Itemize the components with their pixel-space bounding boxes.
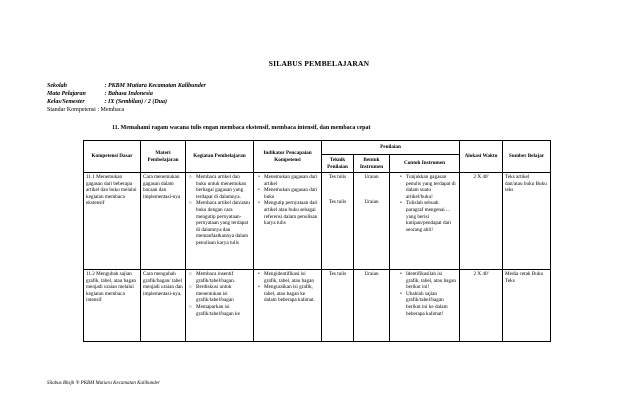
header-indikator: Indikator Pencapaian Kompetensi (254, 141, 322, 173)
bentuk-value: Uraian (364, 271, 379, 277)
header-materi: Materi Pembelajaran (141, 141, 186, 173)
cell-bentuk (354, 270, 390, 342)
meta-label: Standar Kompetensi (47, 107, 96, 113)
header-sumber: Sumber Belajar (503, 141, 551, 173)
table-row (84, 173, 551, 270)
cell-contoh (390, 270, 460, 342)
list-item: • Ubahlah sajian grafik/tabel/bagan berikut ini ke dalam beberapa kalimat! (406, 291, 457, 317)
meta-school (47, 82, 206, 90)
meta-sep: : (104, 83, 107, 89)
list-item: • Identifikasilah isi grafik, tabel, atau bagan berikut ini! (406, 271, 457, 291)
list-item: • Mengidentifikasi isi grafik, tabel, atau bagan (264, 271, 319, 284)
header-kompetensi: Kompetensi Dasar (84, 141, 141, 173)
cell-kegiatan (186, 270, 254, 342)
header-alokasi: Alokasi Waktu (460, 141, 503, 173)
meta-value: Membaca (100, 107, 125, 113)
cell-alokasi: 2 X 40' (460, 173, 503, 270)
list-item: • Tulislah sebuah paragraf mengenai ... yang berisi kutipan/pendapat dari seorang ahli! (406, 200, 457, 233)
meta-label: Mata Pelajaran (47, 91, 86, 97)
meta-value: IX (Sembilan) / 2 (Dua) (108, 99, 168, 105)
meta-label: Kelas/Semester (47, 99, 85, 105)
syllabus-table (83, 140, 551, 342)
page-footer: Silabus Bhsjh ® PKBM Mutiara Kecamatan Kalibunder (47, 381, 160, 386)
bentuk-value: Uraian (364, 198, 379, 205)
cell-kompetensi: 11.1 Menemukan gagasan dari beberapa artikel dan buku melalui kegiatan membaca ekstensif (84, 173, 141, 270)
teknik-value: Tes tulis (328, 174, 347, 180)
header-penilaian: Penilaian (322, 141, 460, 155)
cell-teknik (322, 270, 354, 342)
list-item: • Menguraikan isi grafik, tabel, atau bagan ke dalam beberapa kalimat. (264, 284, 319, 304)
kompetensi-line: 11. Memahami ragam wacana tulis engan membaca ekstensif, membaca intensif, dan membaca cepat (112, 125, 371, 131)
list-item: ○ Membaca artikel dan buku untuk menemukan berbagai gagasan yang terdapat di dalamnya. (196, 174, 251, 200)
cell-kegiatan (186, 173, 254, 270)
meta-sep: : (104, 99, 107, 105)
meta-class (47, 98, 167, 106)
header-bentuk: Bentuk Instrumen (354, 155, 390, 173)
list-item: ○ Berdiskusi untuk menentukan isi grafik/tabel/bagan (196, 284, 251, 304)
cell-teknik (322, 173, 354, 270)
teknik-value: Tes tulis (328, 271, 347, 277)
meta-label: Sekolah (47, 83, 68, 89)
cell-bentuk (354, 173, 390, 270)
cell-kompetensi: 11.2 Mengubah sajian grafik, tabel, atau bagan menjadi uraian melalui kegiatan membaca intensif (84, 270, 141, 342)
cell-contoh (390, 173, 460, 270)
list-item: • Mengutip pernyataan dari artikel atau buku sebagai referensi dalam penulisan karya tulis (264, 200, 319, 226)
cell-materi: Cara mengubah grafik/bagan/ tabel menjadi uraian dan implementasi-nya. (141, 270, 186, 342)
list-item: ○ Membaca insentif grafik/tabel/bagan. (196, 271, 251, 284)
cell-alokasi: 2 X 40' (460, 270, 503, 342)
cell-indikator (254, 173, 322, 270)
list-item: ○ Memaparkan isi grafik/tabel/bagan ke (196, 304, 251, 317)
header-teknik: Teknik Penilaian (322, 155, 354, 173)
header-kegiatan: Kegiatan Pembelajaran (186, 141, 254, 173)
list-item: • Menemukan gagasan dari buku (264, 187, 319, 200)
cell-indikator (254, 270, 322, 342)
meta-value: PKBM Mutiara Kecamatan Kalibunder (108, 83, 206, 89)
list-item: • Tunjukkan gagasan penulis yang terdapat di dalam suatu artikel/buku! (406, 174, 457, 200)
meta-value: Bahasa Indonesia (108, 91, 153, 97)
meta-sep: : (104, 91, 107, 97)
table-row (84, 270, 551, 342)
meta-subject (47, 90, 153, 98)
header-contoh: Contoh Instrumen (390, 155, 460, 173)
teknik-value: Tes tulis (328, 198, 347, 205)
meta-standard (47, 106, 124, 114)
meta-sep: : (97, 107, 99, 113)
list-item: ○ Membaca artikel dan/atau buku dengan cara mengutip pernyataan-pernyataan yang terdapat di dalamnya dan memanfaatkannya dalam penulisan karya tulis (196, 200, 251, 246)
cell-sumber: Teks artikel dan/atau buku Buku teks (503, 173, 551, 270)
page-title: SILABUS PEMBELAJARAN (268, 59, 370, 68)
list-item: • Menemukan gagasan dari artikel (264, 174, 319, 187)
cell-materi: Cara menemukan gagasan dalam bacaan dan implementasi-nya (141, 173, 186, 270)
bentuk-value: Uraian (364, 174, 379, 180)
cell-sumber: Media cetak Buku Teks (503, 270, 551, 342)
